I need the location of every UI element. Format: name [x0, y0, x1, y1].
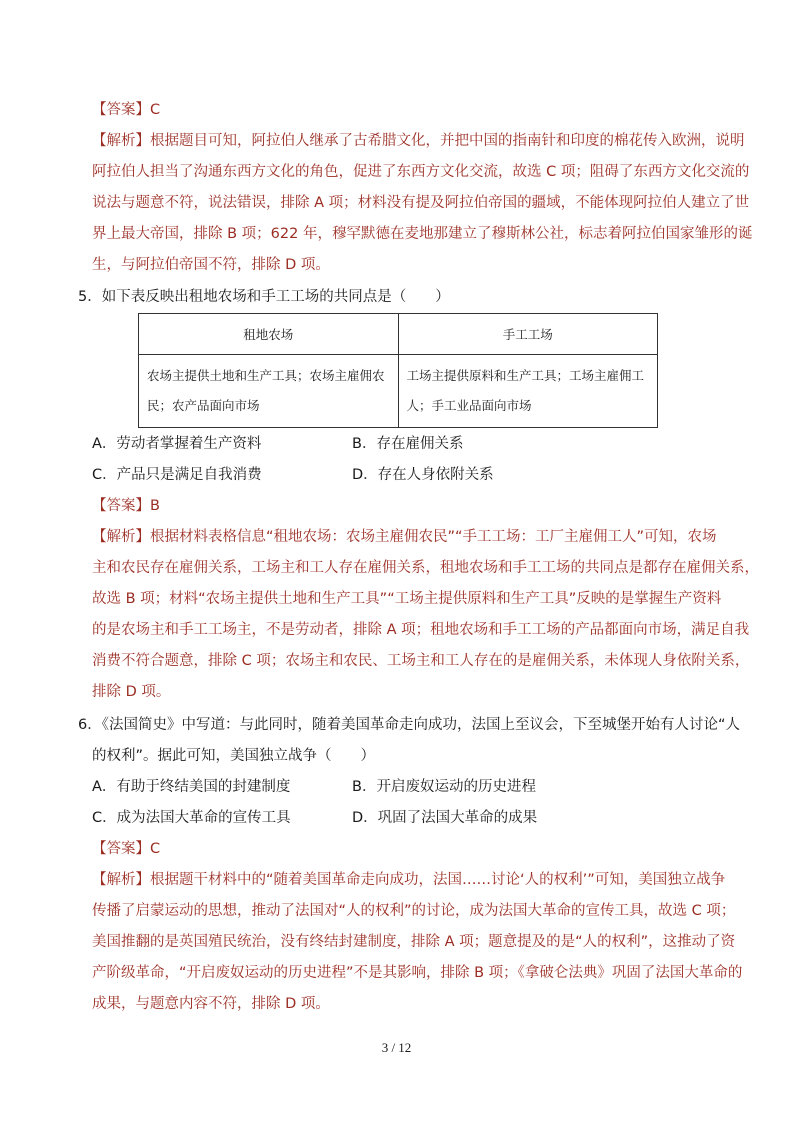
question-5-stem: 5．如下表反映出租地农场和手工工场的共同点是（ ）	[78, 289, 450, 305]
analysis-line: 美国推翻的是英国殖民统治，没有终结封建制度，排除 A 项；题意提及的是“人的权利”，这推动了资	[92, 934, 736, 950]
analysis-line: 排除 D 项。	[92, 684, 171, 700]
analysis-line	[92, 870, 725, 890]
answer-value: C	[150, 841, 161, 857]
analysis-line: 说法与题意不符，说法错误，排除 A 项；材料没有提及阿拉伯帝国的疆域，不能体现阿拉伯人建立了世	[92, 195, 750, 211]
table-header: 手工工场	[398, 314, 658, 355]
option-c: C．成为法国大革命的宣传工具	[92, 810, 291, 826]
answer-tag: 【答案】	[92, 841, 150, 857]
analysis-line: 消费不符合题意，排除 C 项；农场主和农民、工场主和工人存在的是雇佣关系，未体现人身依附关系，	[92, 653, 750, 669]
question-6-stem: 的权利”。据此可知，美国独立战争（ ）	[92, 748, 376, 764]
answer-value: C	[150, 102, 161, 118]
answer-line	[92, 100, 160, 120]
analysis-line: 产阶级革命，“开启废奴运动的历史进程”不是其影响，排除 B 项；《拿破仑法典》巩固了法国大革命的	[92, 965, 743, 981]
analysis-text: 根据材料表格信息“租地农场：农场主雇佣农民”“手工工场：工厂主雇佣工人”可知，农场	[150, 529, 717, 545]
answer-tag: 【答案】	[92, 102, 150, 118]
table-header: 租地农场	[139, 314, 399, 355]
analysis-text: 根据题目可知，阿拉伯人继承了古希腊文化，并把中国的指南针和印度的棉花传入欧洲，说明	[150, 133, 745, 149]
analysis-tag: 【解析】	[92, 529, 150, 545]
analysis-line: 传播了启蒙运动的思想，推动了法国对“人的权利”的讨论，成为法国大革命的宣传工具，故选 C 项；	[92, 903, 736, 919]
question-6-stem: 6．《法国简史》中写道：与此同时，随着美国革命走向成功，法国上至议会，下至城堡开始有人讨论“人	[78, 717, 740, 733]
analysis-line: 成果，与题意内容不符，排除 D 项。	[92, 996, 330, 1012]
analysis-line: 阿拉伯人担当了沟通东西方文化的角色，促进了东西方文化交流，故选 C 项；阻碍了东西方文化交流的	[92, 164, 750, 180]
table-cell: 农场主提供土地和生产工具；农场主雇佣农民；农产品面向市场	[139, 355, 399, 428]
option-b: B．存在雇佣关系	[352, 436, 464, 452]
option-a: A．劳动者掌握着生产资料	[92, 436, 262, 452]
analysis-line: 的是农场主和手工工场主，不是劳动者，排除 A 项；租地农场和手工工场的产品都面向市场，满足自我	[92, 622, 750, 638]
answer-value: B	[150, 498, 160, 514]
analysis-line: 主和农民存在雇佣关系，工场主和工人存在雇佣关系，租地农场和手工工场的共同点是都存在雇佣关系，	[92, 560, 759, 576]
analysis-line: 故选 B 项；材料“农场主提供土地和生产工具”“工场主提供原料和生产工具”反映的是掌握生产资料	[92, 591, 722, 607]
comparison-table	[138, 313, 658, 428]
option-c: C．产品只是满足自我消费	[92, 467, 262, 483]
analysis-tag: 【解析】	[92, 872, 150, 888]
page-number: 3 / 12	[381, 1040, 412, 1055]
analysis-line	[92, 527, 717, 547]
answer-line	[92, 496, 160, 516]
option-d: D．巩固了法国大革命的成果	[352, 810, 538, 826]
analysis-line: 生，与阿拉伯帝国不符，排除 D 项。	[92, 257, 330, 273]
table-cell: 工场主提供原料和生产工具；工场主雇佣工人；手工业品面向市场	[398, 355, 658, 428]
analysis-text: 根据题干材料中的“随着美国革命走向成功，法国……讨论‘人的权利’”可知，美国独立战争	[150, 872, 726, 888]
analysis-line	[92, 131, 745, 151]
analysis-line: 界上最大帝国，排除 B 项；622 年，穆罕默德在麦地那建立了穆斯林公社，标志着阿拉伯国家雏形的诞	[92, 226, 753, 242]
answer-tag: 【答案】	[92, 498, 150, 514]
analysis-tag: 【解析】	[92, 133, 150, 149]
answer-line	[92, 839, 160, 859]
option-a: A．有助于终结美国的封建制度	[92, 779, 291, 795]
option-d: D．存在人身依附关系	[352, 467, 494, 483]
option-b: B．开启废奴运动的历史进程	[352, 779, 536, 795]
